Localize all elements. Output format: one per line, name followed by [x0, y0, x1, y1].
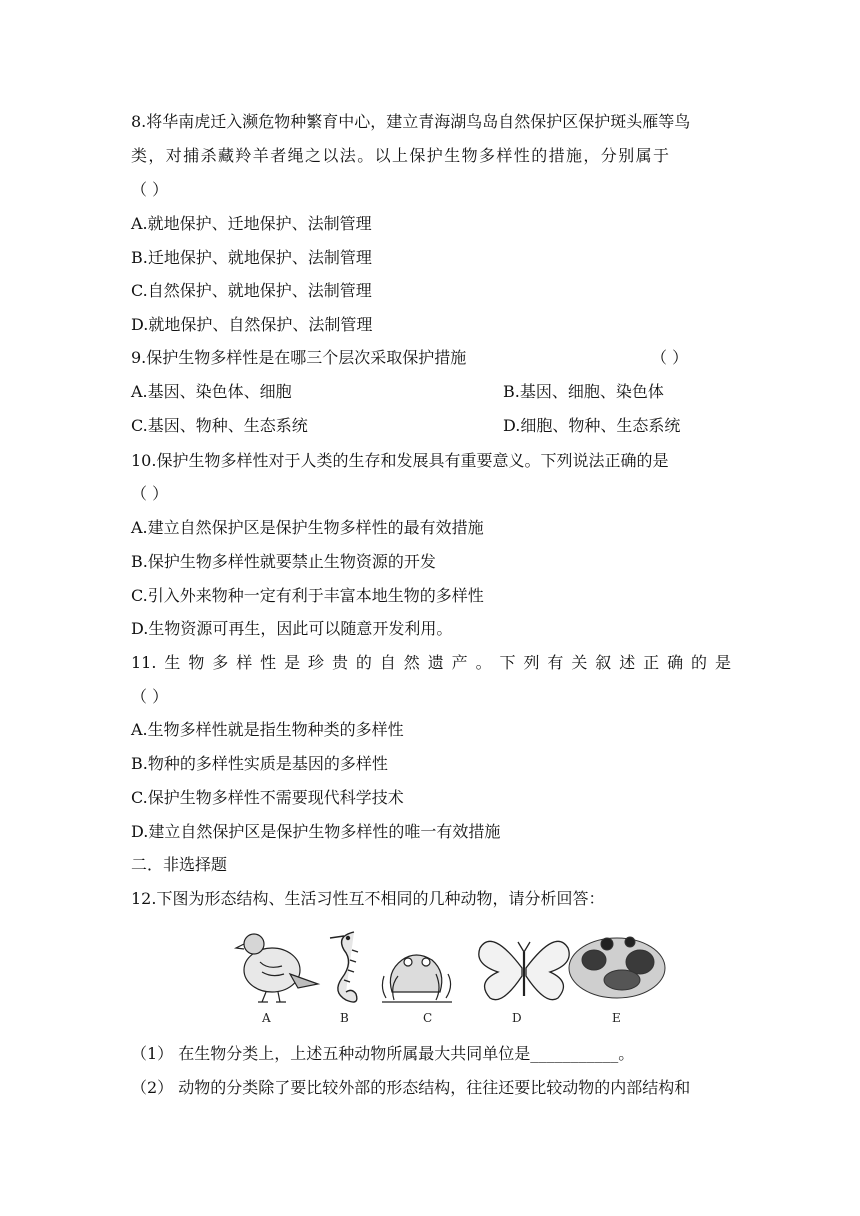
q11-option-c: C.保护生物多样性不需要现代科学技术	[131, 788, 404, 807]
q12-sub1: （1） 在生物分类上，上述五种动物所属最大共同单位是___________。	[131, 1044, 635, 1063]
section-heading: 二．非选择题	[131, 855, 228, 874]
q8-answer-paren: （ ）	[131, 180, 169, 199]
q11-stem: 11.生物多样性是珍贵的自然遗产。下列有关叙述正确的是	[131, 653, 731, 672]
figure-label-d: D	[512, 1011, 522, 1025]
q8-option-a: A.就地保护、迁地保护、法制管理	[131, 214, 372, 233]
q10-option-d: D.生物资源可再生，因此可以随意开发利用。	[131, 619, 453, 638]
figure-label-c: C	[423, 1011, 433, 1025]
q12-sub2: （2） 动物的分类除了要比较外部的形态结构，往往还要比较动物的内部结构和	[131, 1078, 691, 1097]
q9-option-c: C.基因、物种、生态系统	[131, 416, 308, 435]
q8-stem-line2: 类，对捕杀藏羚羊者绳之以法。以上保护生物多样性的措施，分别属于	[131, 146, 671, 165]
q10-stem: 10.保护生物多样性对于人类的生存和发展具有重要意义。下列说法正确的是	[131, 451, 669, 470]
q12-stem: 12.下图为形态结构、生活习性互不相同的几种动物，请分析回答：	[131, 889, 605, 908]
seahorse-image	[330, 932, 358, 1002]
q11-option-b: B.物种的多样性实质是基因的多样性	[131, 754, 388, 773]
q9-option-a: A.基因、染色体、细胞	[131, 382, 292, 401]
q8-option-c: C.自然保护、就地保护、法制管理	[131, 281, 372, 300]
q8-option-b: B.迁地保护、就地保护、法制管理	[131, 248, 372, 267]
frog-image	[382, 955, 452, 1002]
q9-option-d: D.细胞、物种、生态系统	[503, 416, 681, 435]
q10-answer-paren: （ ）	[131, 484, 169, 503]
pigeon-image	[236, 934, 318, 1002]
q9-stem: 9.保护生物多样性是在哪三个层次采取保护措施	[131, 348, 467, 367]
panda-image	[569, 937, 665, 998]
q8-option-d: D.就地保护、自然保护、法制管理	[131, 315, 373, 334]
q10-option-a: A.建立自然保护区是保护生物多样性的最有效措施	[131, 518, 484, 537]
q11-option-a: A.生物多样性就是指生物种类的多样性	[131, 720, 404, 739]
q8-stem-line1: 8.将华南虎迁入濒危物种繁育中心，建立青海湖鸟岛自然保护区保护斑头雁等鸟	[131, 112, 691, 131]
q11-option-d: D.建立自然保护区是保护生物多样性的唯一有效措施	[131, 822, 501, 841]
butterfly-image	[479, 941, 569, 999]
animals-figure	[232, 922, 672, 1026]
figure-label-b: B	[340, 1011, 349, 1025]
q10-option-b: B.保护生物多样性就要禁止生物资源的开发	[131, 552, 436, 571]
q9-option-b: B.基因、细胞、染色体	[503, 382, 664, 401]
q9-answer-paren: （ ）	[651, 348, 689, 367]
figure-label-e: E	[612, 1011, 621, 1025]
figure-label-a: A	[262, 1011, 271, 1025]
q11-answer-paren: （ ）	[131, 687, 169, 706]
q10-option-c: C.引入外来物种一定有利于丰富本地生物的多样性	[131, 586, 484, 605]
